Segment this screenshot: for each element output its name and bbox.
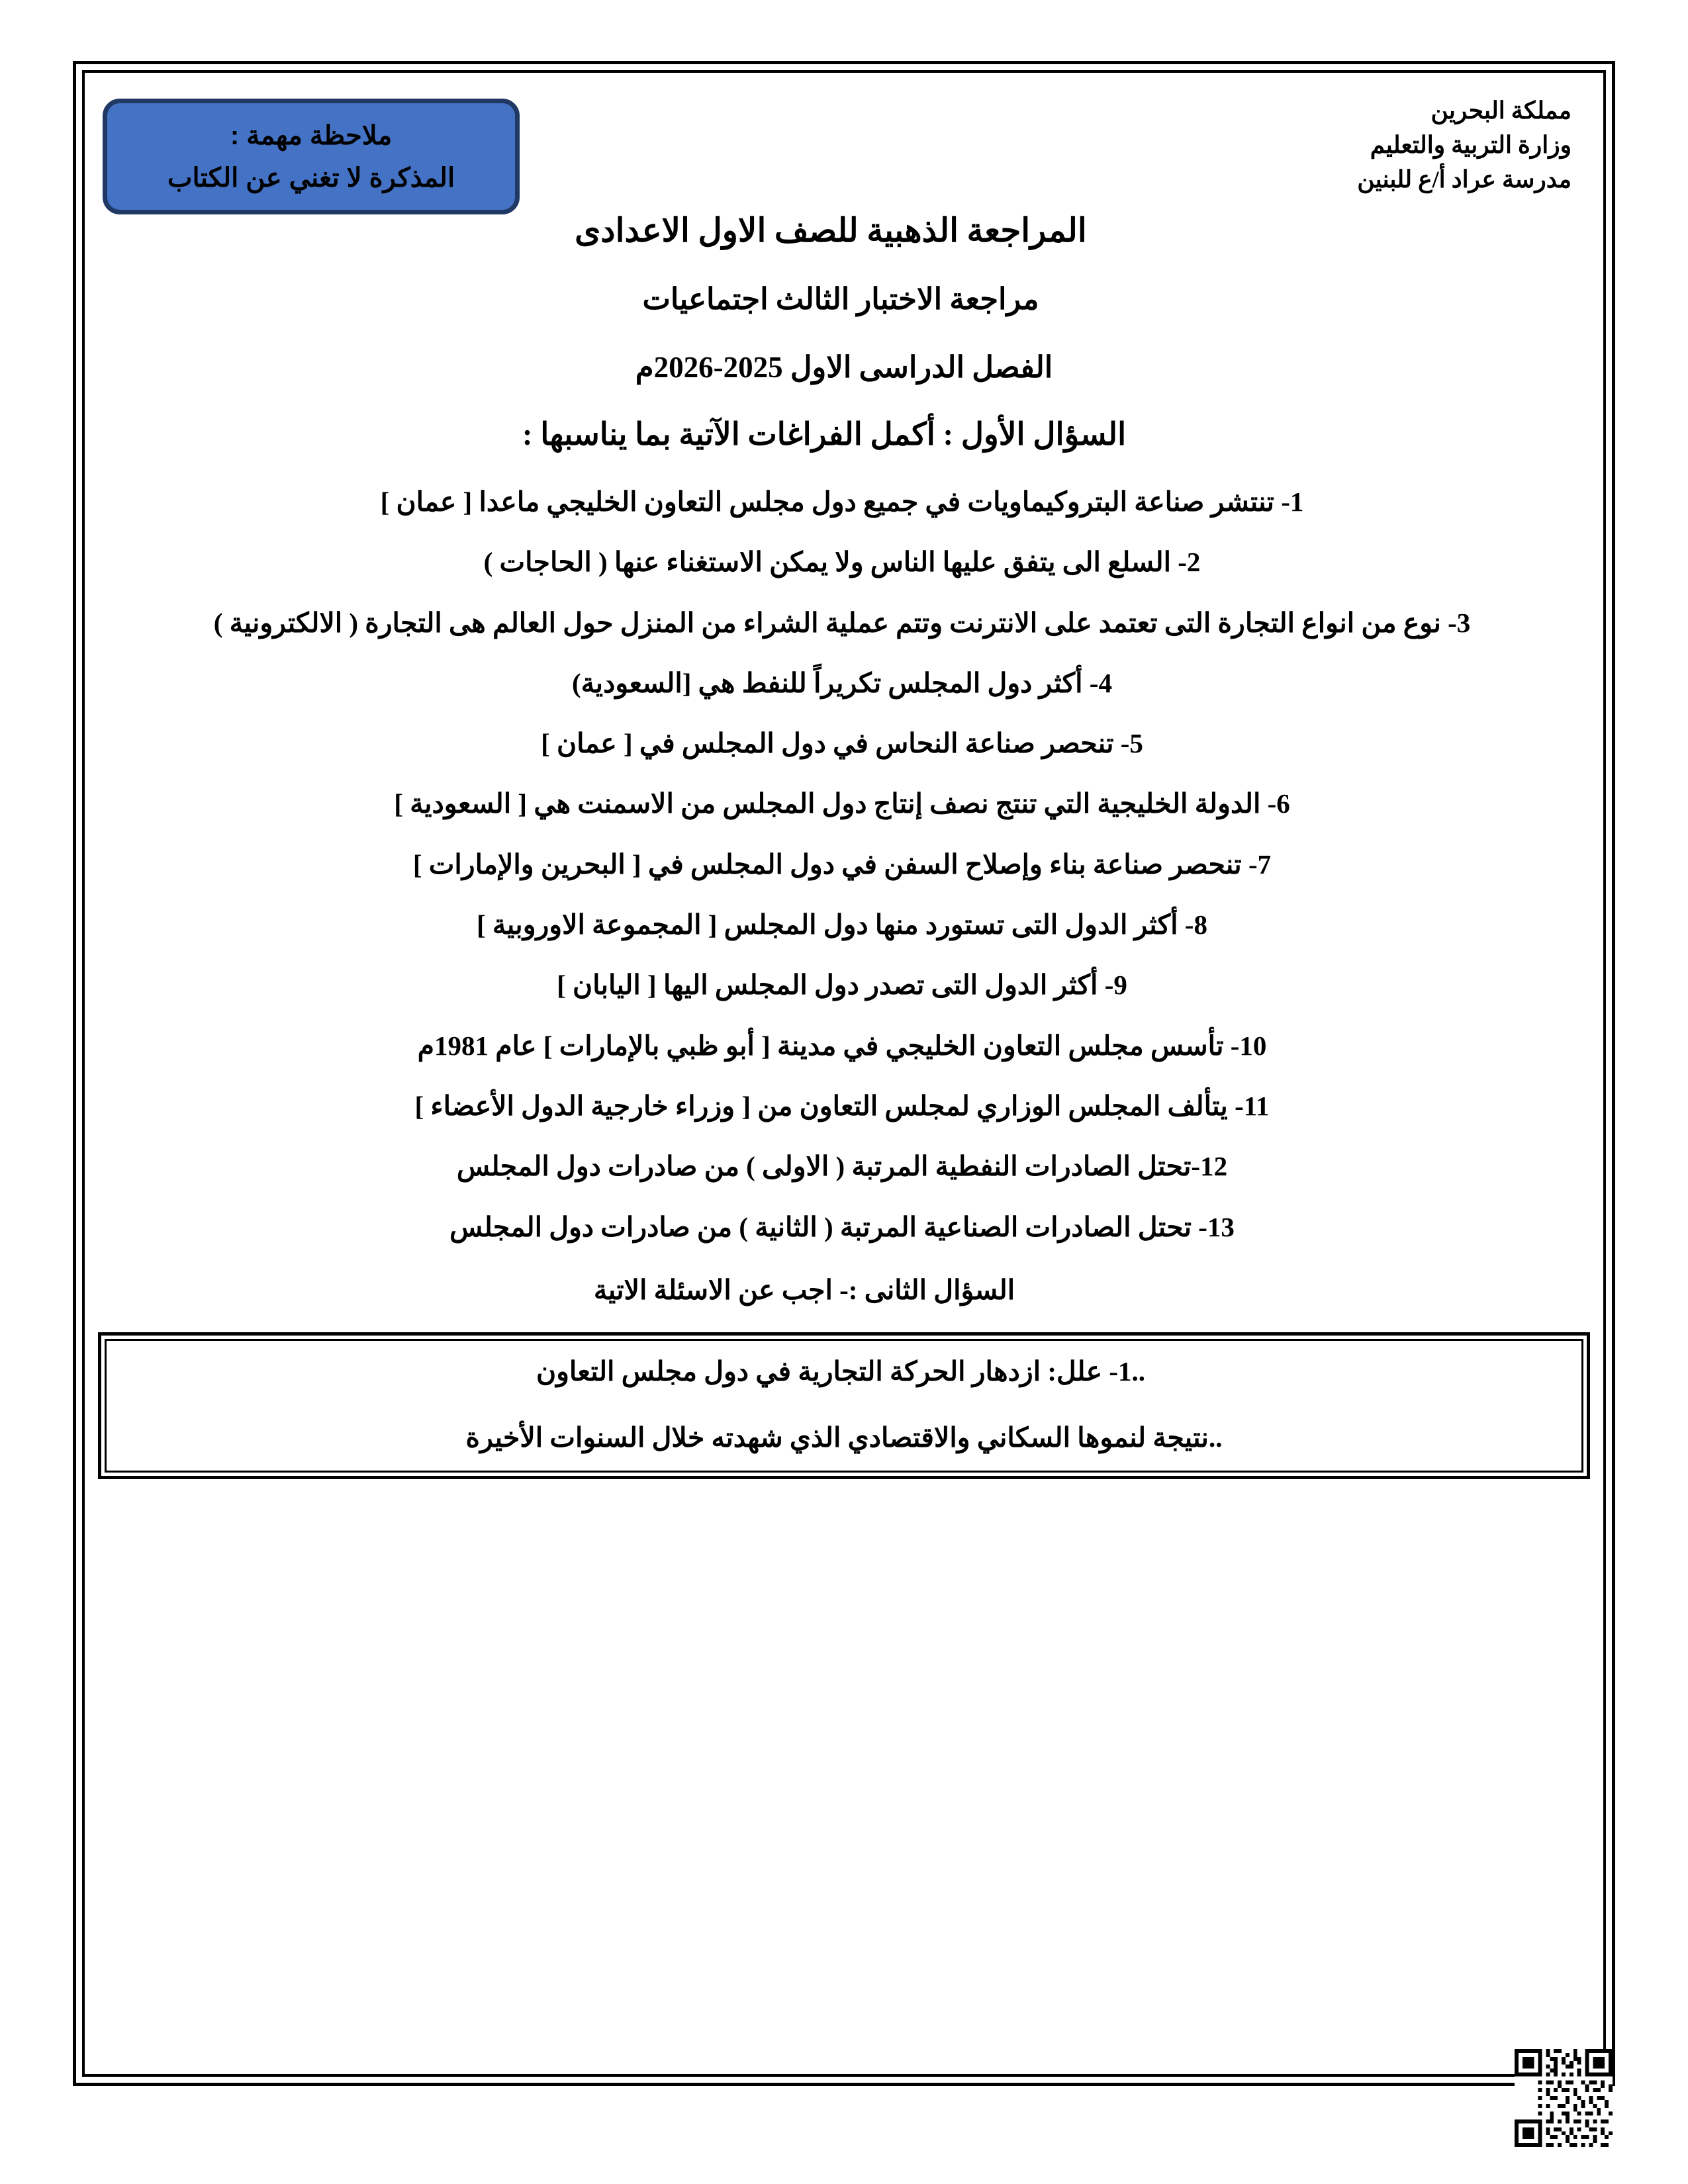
fill-in-item: 6- الدولة الخليجية التي تنتج نصف إنتاج دول المجلس من الاسمنت هي [ السعودية ] bbox=[394, 788, 1290, 819]
page-content bbox=[93, 74, 1595, 2073]
fill-in-item: 13- تحتل الصادرات الصناعية المرتبة ( الثانية ) من صادرات دول المجلس bbox=[449, 1211, 1235, 1242]
answer-box-question: ..1- علل: ازدهار الحركة التجارية في دول مجلس التعاون bbox=[536, 1355, 1145, 1387]
note-box-title: ملاحظة مهمة : bbox=[230, 120, 393, 150]
school-header bbox=[1357, 94, 1571, 197]
header-band bbox=[93, 74, 1595, 230]
qr-code bbox=[1515, 2049, 1613, 2147]
title-sub: مراجعة الاختبار الثالث اجتماعيات bbox=[642, 283, 1039, 316]
fill-in-item: 9- أكثر الدول التى تصدر دول المجلس اليها [ اليابان ] bbox=[557, 970, 1127, 1001]
fill-in-item: 7- تنحصر صناعة بناء وإصلاح السفن في دول المجلس في [ البحرين والإمارات ] bbox=[412, 848, 1272, 880]
title-main: المراجعة الذهبية للصف الاول الاعدادى bbox=[575, 212, 1087, 249]
answer-box bbox=[98, 1332, 1590, 1479]
question-one-items bbox=[93, 484, 1595, 1245]
title-term: الفصل الدراسى الاول 2025-2026م bbox=[635, 351, 1053, 384]
note-box-text: المذكرة لا تغني عن الكتاب bbox=[167, 163, 455, 193]
fill-in-item: 1- تنتشر صناعة البتروكيماويات في جميع دول مجلس التعاون الخليجي ماعدا [ عمان ] bbox=[380, 486, 1304, 517]
fill-in-item: 2- السلع الى يتفق عليها الناس ولا يمكن الاستغناء عنها ( الحاجات ) bbox=[483, 547, 1201, 578]
question-one-heading: السؤال الأول : أكمل الفراغات الآتية بما يناسبها : bbox=[522, 418, 1127, 452]
question-two-heading: السؤال الثانى :- اجب عن الاسئلة الاتية bbox=[593, 1274, 1015, 1305]
important-note-box bbox=[103, 99, 520, 214]
ministry-name: وزارة التربية والتعليم bbox=[1370, 131, 1571, 158]
fill-in-item: 11- يتألف المجلس الوزاري لمجلس التعاون من [ وزراء خارجية الدول الأعضاء ] bbox=[414, 1090, 1270, 1121]
fill-in-item: 3- نوع من انواع التجارة التى تعتمد على الانترنت وتتم عملية الشراء من المنزل حول العالم هى التجارة ( الالكترونية ) bbox=[213, 607, 1471, 638]
document-titles bbox=[93, 211, 1595, 385]
fill-in-item: 4- أكثر دول المجلس تكريراً للنفط هي [السعودية) bbox=[572, 667, 1112, 698]
fill-in-item: 8- أكثر الدول التى تستورد منها دول المجلس [ المجموعة الاوروبية ] bbox=[477, 909, 1207, 940]
fill-in-item: 5- تنحصر صناعة النحاس في دول المجلس في [ عمان ] bbox=[541, 728, 1143, 759]
school-name: مدرسة عراد أ/ع للبنين bbox=[1357, 165, 1571, 193]
fill-in-item: 12-تحتل الصادرات النفطية المرتبة ( الاولى ) من صادرات دول المجلس bbox=[456, 1151, 1228, 1182]
answer-box-answer: ..نتيجة لنموها السكاني والاقتصادي الذي شهدته خلال السنوات الأخيرة bbox=[465, 1422, 1223, 1453]
fill-in-item: 10- تأسس مجلس التعاون الخليجي في مدينة [ أبو ظبي بالإمارات ] عام 1981م bbox=[417, 1030, 1267, 1061]
country-name: مملكة البحرين bbox=[1430, 97, 1571, 124]
